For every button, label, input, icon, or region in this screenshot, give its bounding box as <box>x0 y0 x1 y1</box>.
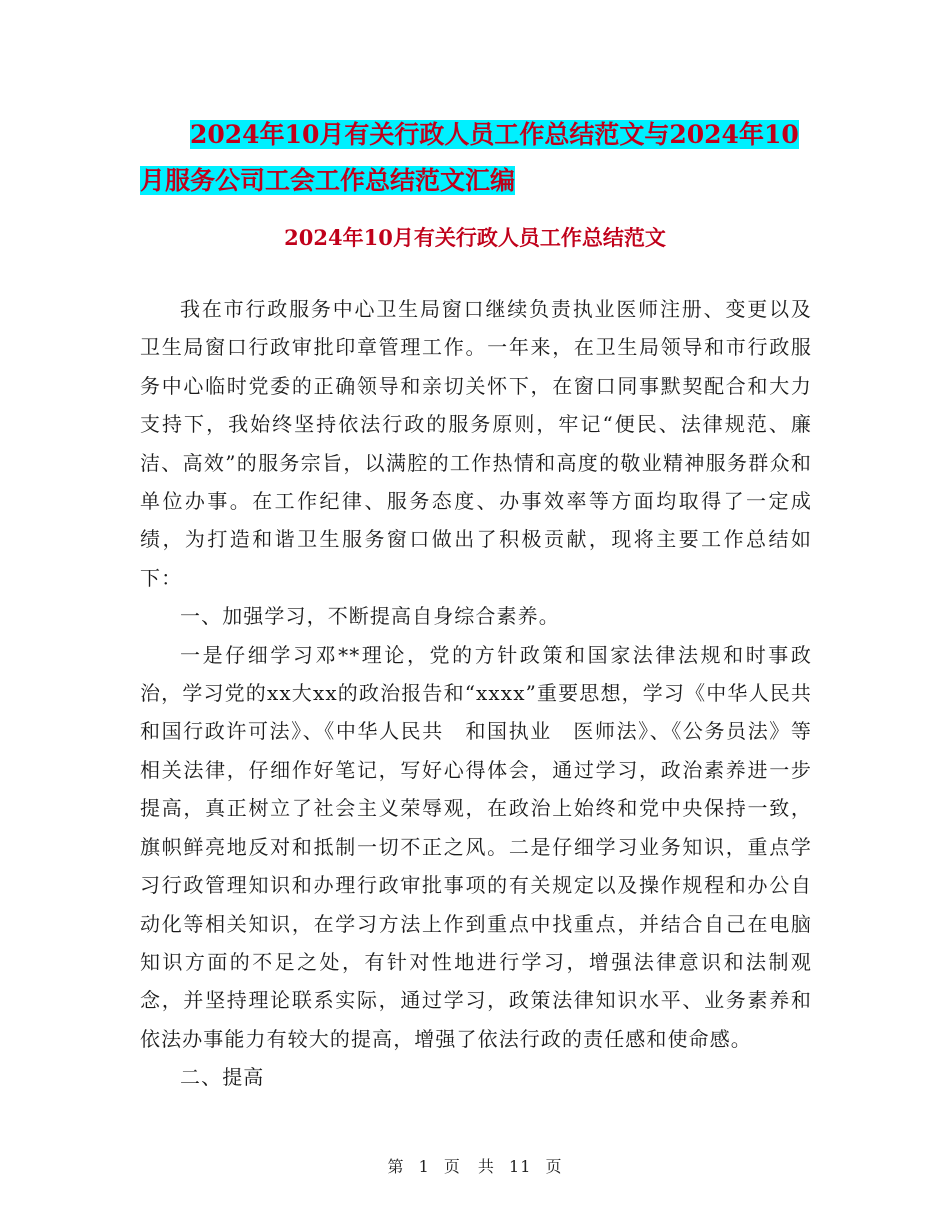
footer-total-pages: 11 <box>509 1157 532 1176</box>
footer-prefix: 第 <box>387 1157 405 1176</box>
paragraph-heading-1: 一、加强学习，不断提高自身综合素养。 <box>180 604 560 629</box>
document-title <box>140 112 830 204</box>
document-title-line1: 2024年10月有关行政人员工作总结范文与2024年10 <box>190 120 799 149</box>
footer-page-number: 1 <box>418 1157 430 1176</box>
footer-suffix: 页 <box>545 1157 563 1176</box>
footer-middle: 页 共 <box>443 1157 495 1176</box>
paragraph-intro: 我在市行政服务中心卫生局窗口继续负责执业医师注册、变更以及卫生局窗口行政审批印章管理工作。一年来，在卫生局领导和市行政服务中心临时党委的正确领导和亲切关怀下，在窗口同事默契配合和大力支持下，我始终坚持依法行政的服务原则，牢记“便民、法律规范、廉洁、高效”的服务宗旨，以满腔的工作热情和高度的敬业精神服务群众和单位办事。在工作纪律、服务态度、办事效率等方面均取得了一定成绩，为打造和谐卫生服务窗口做出了积极贡献，现将主要工作总结如下： <box>140 297 812 590</box>
paragraph-study: 一是仔细学习邓**理论，党的方针政策和国家法律法规和时事政治，学习党的xx大xx的政治报告和“xxxx”重要思想，学习《中华人民共和国行政许可法》、《中华人民共 和国执业 医师法》、《公务员法》等相关法律，仔细作好笔记，写好心得体会，通过学习，政治素养进一步提高，真正树立了社会主义荣辱观，在政治上始终和党中央保持一致，旗帜鲜亮地反对和抵制一切不正之风。二是仔细学习业务知识，重点学习行政管理知识和办理行政审批事项的有关规定以及操作规程和办公自动化等相关知识，在学习方法上作到重点中找重点，并结合自己在电脑知识方面的不足之处，有针对性地进行学习，增强法律意识和法制观念，并坚持理论联系实际，通过学习，政策法律知识水平、业务素养和依法办事能力有较大的提高，增强了依法行政的责任感和使命感。 <box>140 642 812 1051</box>
paragraph-heading-2: 二、提高 <box>180 1065 265 1090</box>
section-title: 2024年10月有关行政人员工作总结范文 <box>284 225 666 250</box>
document-title-line2: 月服务公司工会工作总结范文汇编 <box>140 166 516 195</box>
document-body <box>140 290 812 1097</box>
page-footer <box>0 1154 950 1177</box>
